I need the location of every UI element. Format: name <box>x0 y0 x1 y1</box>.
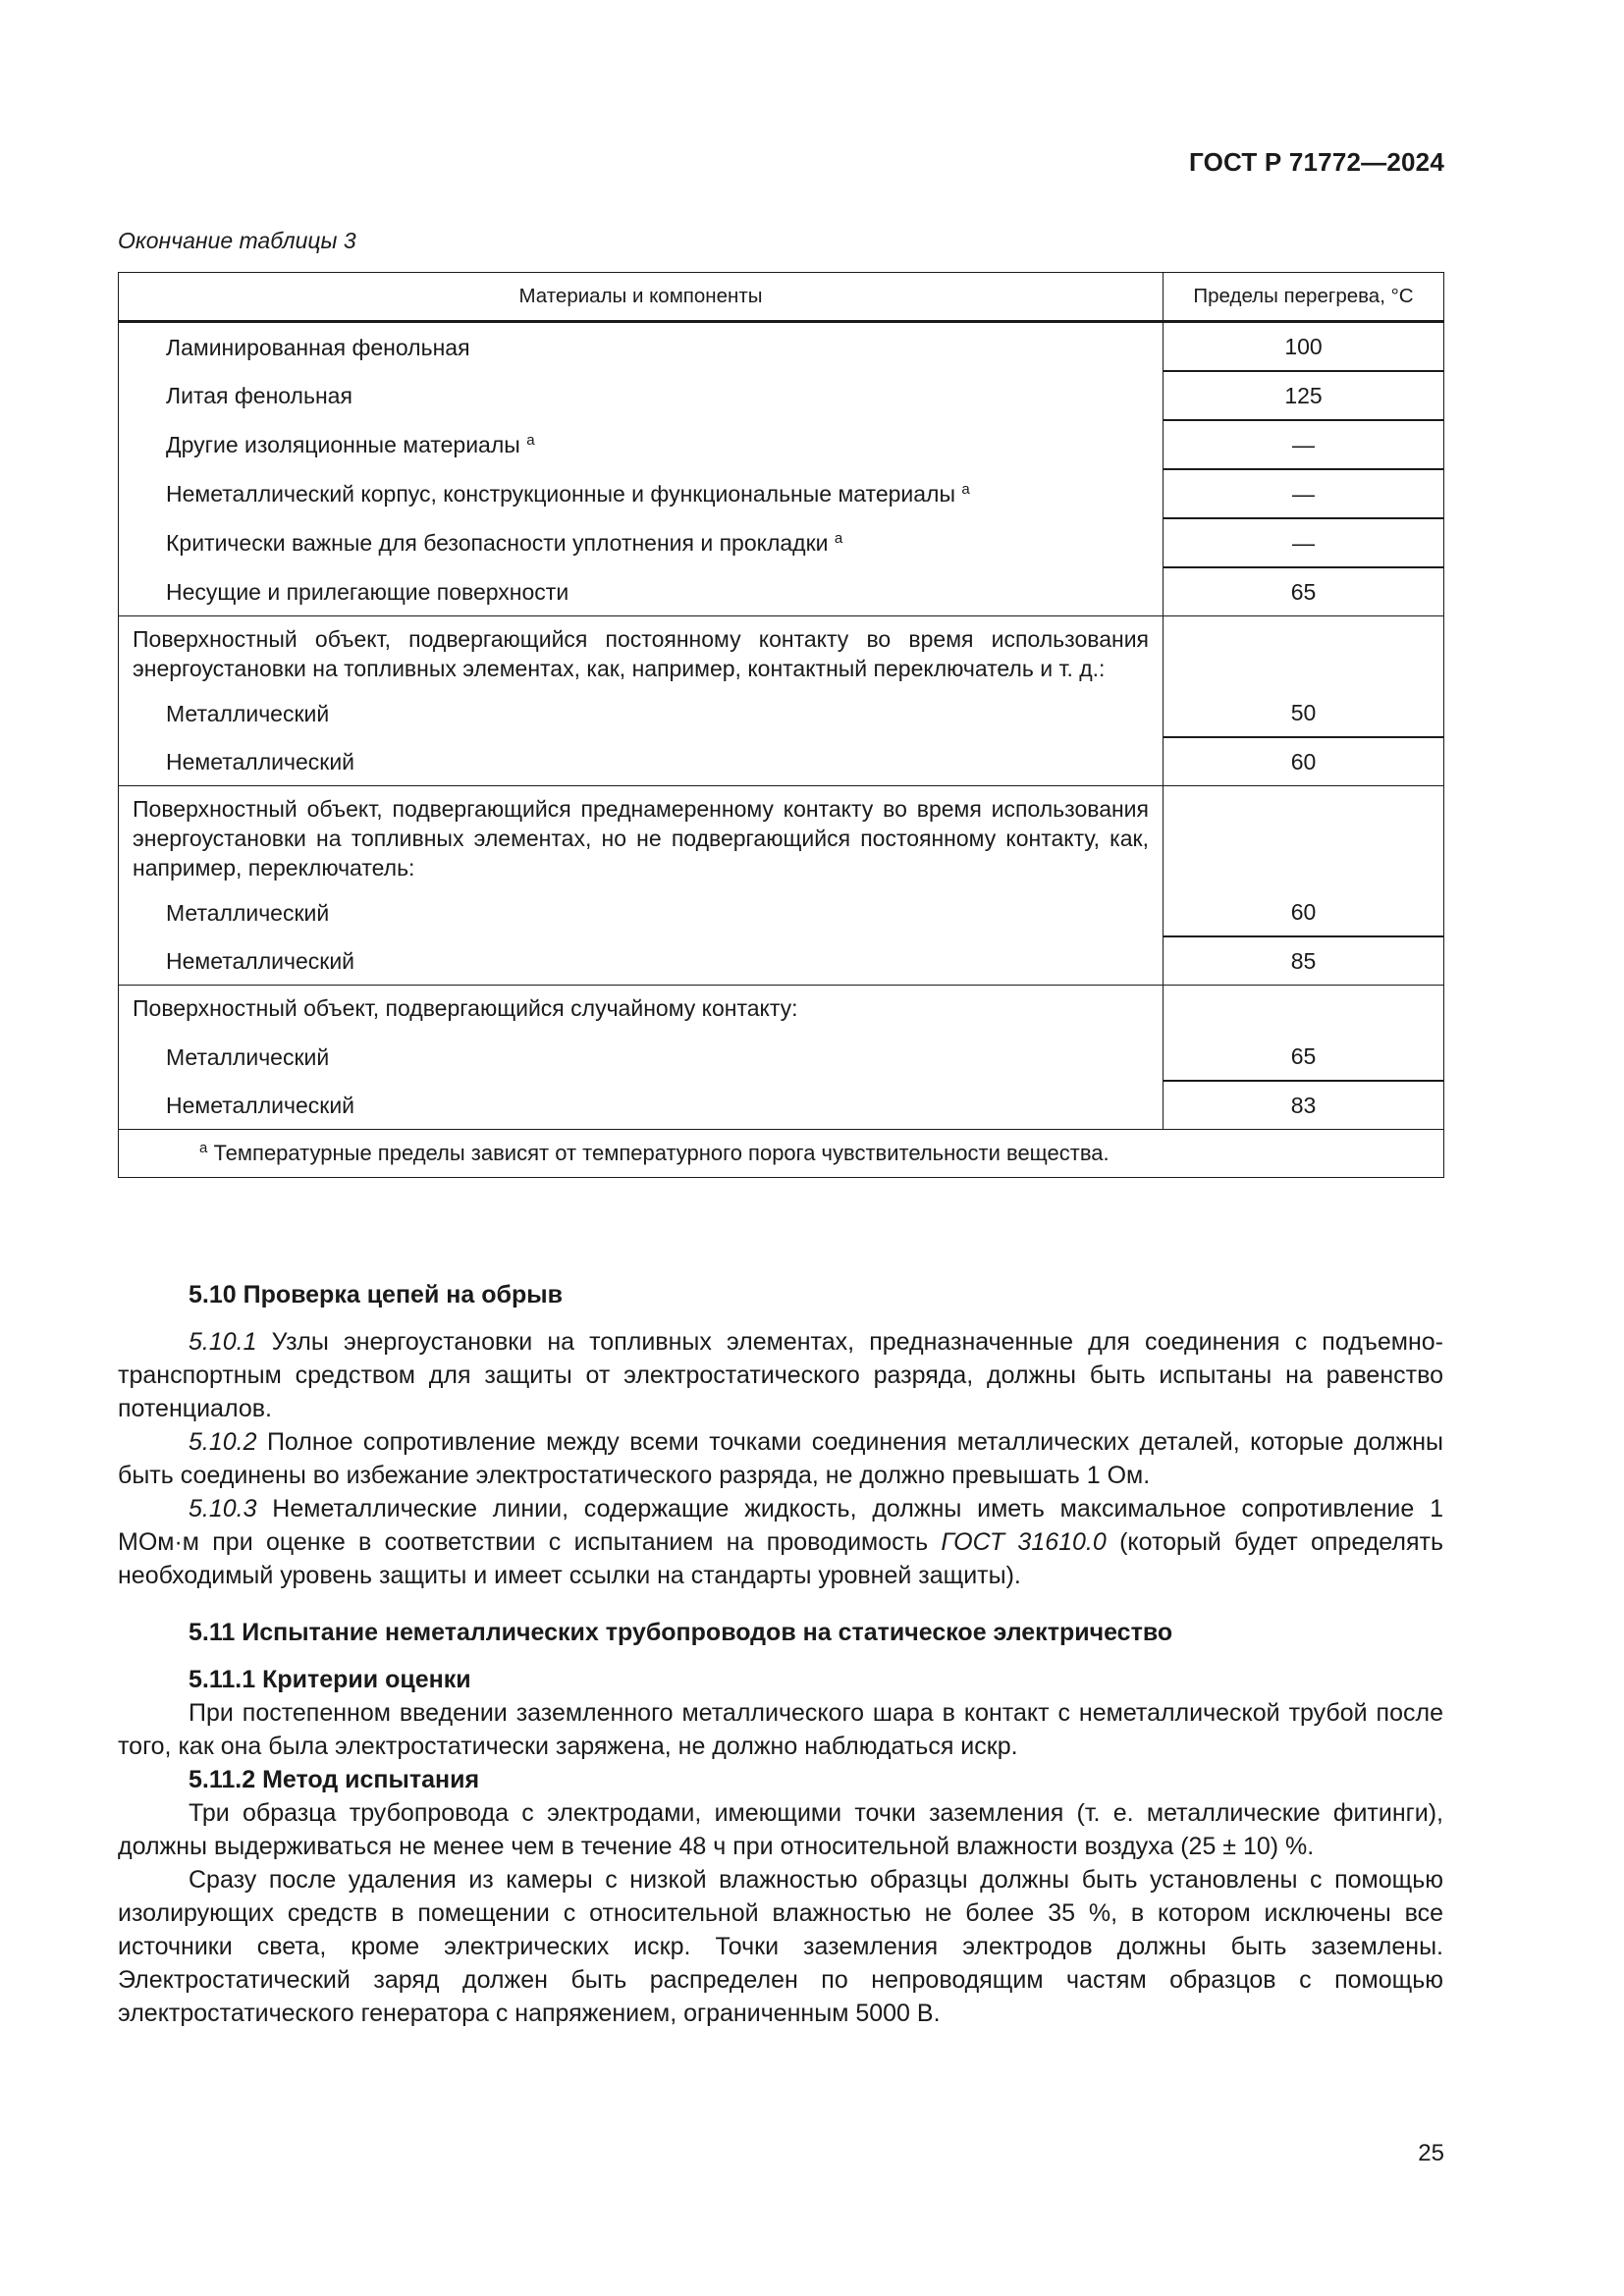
body-text <box>118 1278 1443 2030</box>
row-value: 65 <box>1164 567 1444 616</box>
clause-text: (который будет определять необходимый уровень защиты и имеет ссылки на стандарты уровней защиты). <box>118 1528 1443 1589</box>
row-name: Неметаллический корпус, конструкционные и функциональные материалы <box>166 481 956 507</box>
section-heading-5-11: 5.11 Испытание неметаллических трубопроводов на статическое электричество <box>189 1619 1173 1646</box>
group-title: Поверхностный объект, подвергающийся преднамеренному контакту во время использования энергоустановки на топливных элементах, но не подвергающийся постоянному контакту, как, например, переключатель: <box>119 786 1164 889</box>
row-name: Критически важные для безопасности уплотнения и прокладки <box>166 530 829 556</box>
table-group-row <box>119 616 1444 690</box>
table-row <box>119 371 1444 420</box>
table-footnote <box>119 1130 1444 1178</box>
row-value: 85 <box>1164 936 1444 986</box>
row-value: 125 <box>1164 371 1444 420</box>
row-name: Литая фенольная <box>119 371 1164 420</box>
clause-text: Полное сопротивление между всеми точками соединения металлических деталей, которые должны быть соединены во избежание электростатического разряда, не должно превышать 1 Ом. <box>118 1428 1443 1489</box>
table-group-row <box>119 986 1444 1034</box>
empty-cell <box>1164 986 1444 1034</box>
row-name: Металлический <box>119 1033 1164 1081</box>
footnote-mark: а <box>526 432 535 449</box>
row-name: Металлический <box>119 689 1164 737</box>
table-row <box>119 936 1444 986</box>
row-name-cell <box>119 518 1164 567</box>
table-group-row <box>119 786 1444 889</box>
group-title: Поверхностный объект, подвергающийся случайному контакту: <box>119 986 1164 1034</box>
table-row <box>119 737 1444 786</box>
clause-number: 5.10.2 <box>189 1428 257 1456</box>
row-value: 100 <box>1164 322 1444 372</box>
row-value: 60 <box>1164 737 1444 786</box>
paragraph-5-10-2 <box>118 1425 1443 1492</box>
table-row <box>119 1081 1444 1130</box>
row-name: Ламинированная фенольная <box>119 322 1164 372</box>
subsection-heading-5-11-1: 5.11.1 Критерии оценки <box>189 1666 471 1693</box>
row-value: 60 <box>1164 888 1444 936</box>
row-name: Несущие и прилегающие поверхности <box>119 567 1164 616</box>
table-footnote-row <box>119 1130 1444 1178</box>
page-number: 25 <box>1418 2140 1444 2166</box>
section-heading-5-10: 5.10 Проверка цепей на обрыв <box>189 1281 563 1308</box>
paragraph-5-11-2-b: Сразу после удаления из камеры с низкой влажностью образцы должны быть установлены с помощью изолирующих средств в помещении с относительной влажностью не более 35 %, в котором исключены все источники света, кроме электрических искр. Точки заземления электродов должны быть заземлены. Электростатический заряд должен быть распределен по непроводящим частям образцов с помощью электростатического генератора с напряжением, ограниченным 5000 В. <box>118 1866 1443 2027</box>
subsection-heading-5-11-2: 5.11.2 Метод испытания <box>189 1766 480 1793</box>
paragraph-5-11-1: При постепенном введении заземленного металлического шара в контакт с неметаллической трубой после того, как она была электростатически заряжена, не должно наблюдаться искр. <box>118 1699 1443 1760</box>
table-row <box>119 469 1444 518</box>
row-value: 83 <box>1164 1081 1444 1130</box>
column-header-materials: Материалы и компоненты <box>119 273 1164 322</box>
row-name-cell <box>119 469 1164 518</box>
clause-text: Узлы энергоустановки на топливных элементах, предназначенные для соединения с подъемно-транспортным средством для защиты от электростатического разряда, должны быть испытаны на равенство потенциалов. <box>118 1328 1443 1422</box>
table-row <box>119 888 1444 936</box>
footnote-mark: а <box>834 530 843 547</box>
table-caption: Окончание таблицы 3 <box>118 228 356 253</box>
clause-number: 5.10.1 <box>189 1328 257 1356</box>
table-row <box>119 567 1444 616</box>
row-value: — <box>1164 420 1444 469</box>
row-name: Неметаллический <box>119 737 1164 786</box>
empty-cell <box>1164 786 1444 889</box>
empty-cell <box>1164 616 1444 690</box>
overheat-limits-table <box>118 272 1444 1178</box>
table-row <box>119 322 1444 372</box>
group-title: Поверхностный объект, подвергающийся постоянному контакту во время использования энергоустановки на топливных элементах, как, например, контактный переключатель и т. д.: <box>119 616 1164 690</box>
table-row <box>119 1033 1444 1081</box>
paragraph-5-10-3 <box>118 1492 1443 1592</box>
row-name-cell <box>119 420 1164 469</box>
row-value: 65 <box>1164 1033 1444 1081</box>
table-header-row <box>119 273 1444 322</box>
footnote-mark: а <box>199 1140 208 1156</box>
row-value: 50 <box>1164 689 1444 737</box>
paragraph-5-10-1 <box>118 1325 1443 1425</box>
clause-text: Неметаллические линии, содержащие жидкость, должны иметь максимальное сопротивление 1 МОм·м при оценке в соответствии с испытанием на проводимость <box>118 1495 1443 1556</box>
row-name: Металлический <box>119 888 1164 936</box>
footnote-mark: а <box>961 481 970 498</box>
table-row <box>119 420 1444 469</box>
table-row <box>119 518 1444 567</box>
footnote-text: Температурные пределы зависят от температурного порога чувствительности вещества. <box>213 1141 1110 1165</box>
row-name: Другие изоляционные материалы <box>166 432 520 457</box>
document-header: ГОСТ Р 71772—2024 <box>1189 147 1444 177</box>
row-name: Неметаллический <box>119 936 1164 986</box>
paragraph-5-11-2-a: Три образца трубопровода с электродами, имеющими точки заземления (т. е. металлические фитинги), должны выдерживаться не менее чем в течение 48 ч при относительной влажности воздуха (25 ± 10) %. <box>118 1799 1443 1860</box>
row-value: — <box>1164 469 1444 518</box>
column-header-limits: Пределы перегрева, °С <box>1164 273 1444 322</box>
table-row <box>119 689 1444 737</box>
row-name: Неметаллический <box>119 1081 1164 1130</box>
standard-reference: ГОСТ 31610.0 <box>941 1528 1107 1556</box>
clause-number: 5.10.3 <box>189 1495 257 1522</box>
row-value: — <box>1164 518 1444 567</box>
